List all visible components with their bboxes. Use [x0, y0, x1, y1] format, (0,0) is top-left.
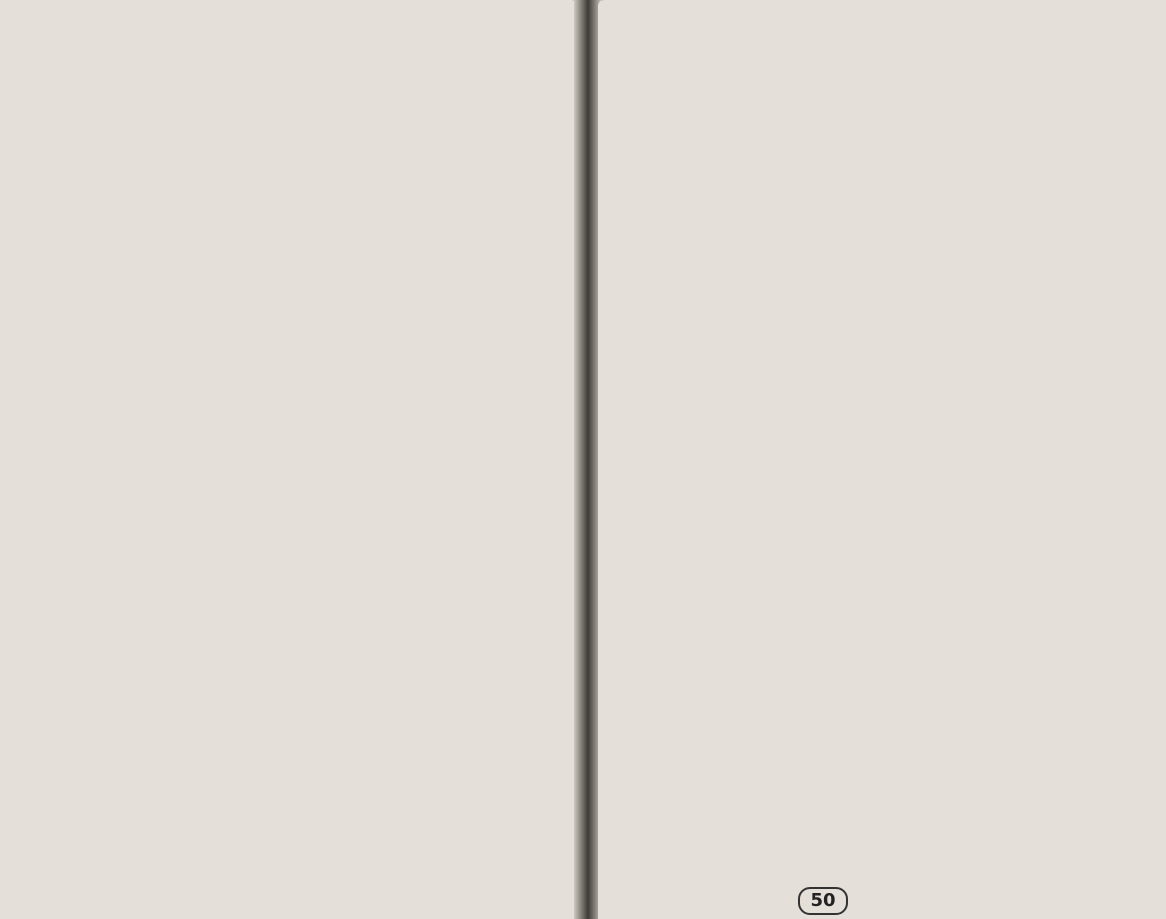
- right-inner-column: [614, 30, 870, 869]
- right-outer-column: [888, 30, 1150, 869]
- right-page: [598, 0, 1166, 919]
- left-inner-column: [300, 30, 560, 869]
- left-outer-column: [40, 30, 285, 869]
- left-page: [0, 0, 578, 919]
- page-number: 50: [798, 887, 848, 915]
